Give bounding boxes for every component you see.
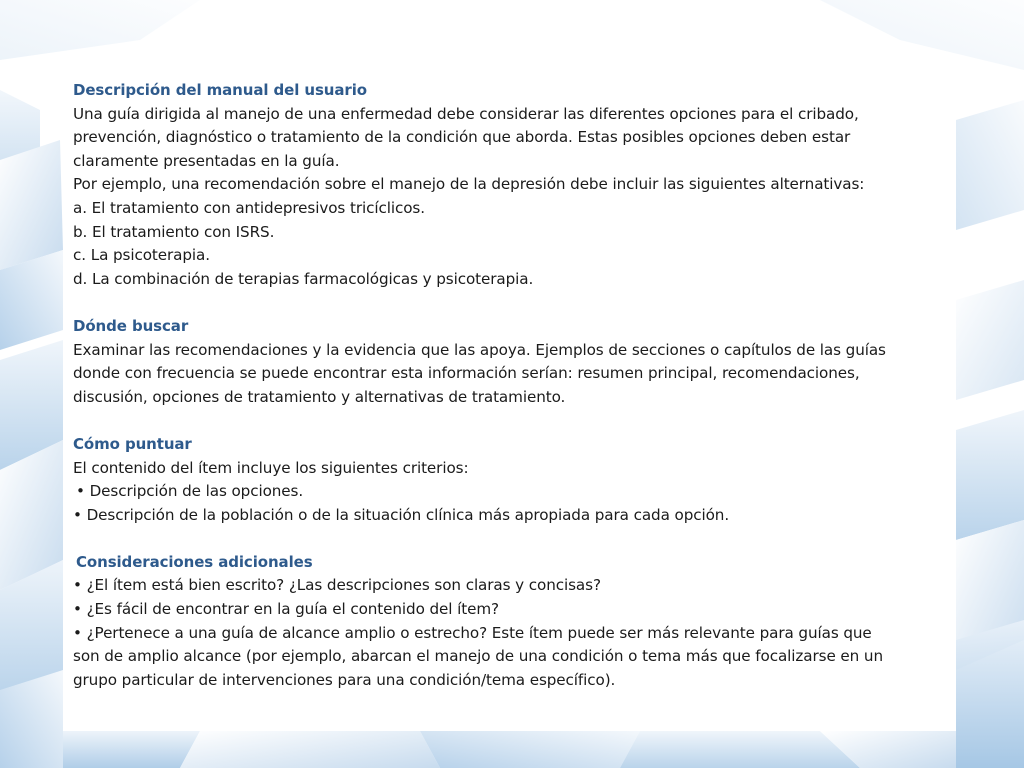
bullet-continuation: grupo particular de intervenciones para una condición/tema específico). (73, 670, 616, 689)
como-intro: El contenido del ítem incluye los siguientes criterios: (73, 458, 469, 477)
list-item: c. La psicoterapia. (73, 246, 210, 265)
section-heading-descripcion: Descripción del manual del usuario (73, 81, 367, 99)
bullet-item: • Descripción de las opciones. (76, 482, 304, 501)
bullet-item: • ¿El ítem está bien escrito? ¿Las descripciones son claras y concisas? (73, 576, 601, 595)
descripcion-paragraph-line: prevención, diagnóstico o tratamiento de la condición que aborda. Estas posibles opciones deben estar (73, 128, 851, 147)
bullet-item: • ¿Pertenece a una guía de alcance amplio o estrecho? Este ítem puede ser más relevante para guías que (73, 623, 872, 642)
bullet-continuation: son de amplio alcance (por ejemplo, abarcan el manejo de una condición o tema más que focalizarse en un (73, 647, 883, 666)
section-heading-consideraciones: Consideraciones adicionales (76, 552, 313, 571)
list-item: a. El tratamiento con antidepresivos tricíclicos. (73, 198, 425, 217)
section-heading-donde: Dónde buscar (73, 316, 189, 335)
list-item: d. La combinación de terapias farmacológicas y psicoterapia. (73, 269, 534, 288)
bullet-item: • ¿Es fácil de encontrar en la guía el contenido del ítem? (73, 600, 500, 619)
descripcion-paragraph-line: claramente presentadas en la guía. (73, 151, 340, 170)
descripcion-example-line: Por ejemplo, una recomendación sobre el manejo de la depresión debe incluir las siguientes alternativas: (73, 175, 865, 194)
bullet-item: • Descripción de la población o de la situación clínica más apropiada para cada opción. (73, 505, 730, 524)
list-item: b. El tratamiento con ISRS. (73, 222, 275, 241)
donde-paragraph-line: donde con frecuencia se puede encontrar esta información serían: resumen principal, recomendaciones, (73, 364, 860, 383)
section-heading-como: Cómo puntuar (73, 434, 192, 453)
donde-paragraph-line: Examinar las recomendaciones y la evidencia que las apoya. Ejemplos de secciones o capítulos de las guías (73, 340, 886, 359)
donde-paragraph-line: discusión, opciones de tratamiento y alternativas de tratamiento. (73, 387, 566, 406)
descripcion-paragraph-line: Una guía dirigida al manejo de una enfermedad debe considerar las diferentes opciones para el cribado, (73, 104, 859, 123)
manual-content (73, 79, 953, 692)
